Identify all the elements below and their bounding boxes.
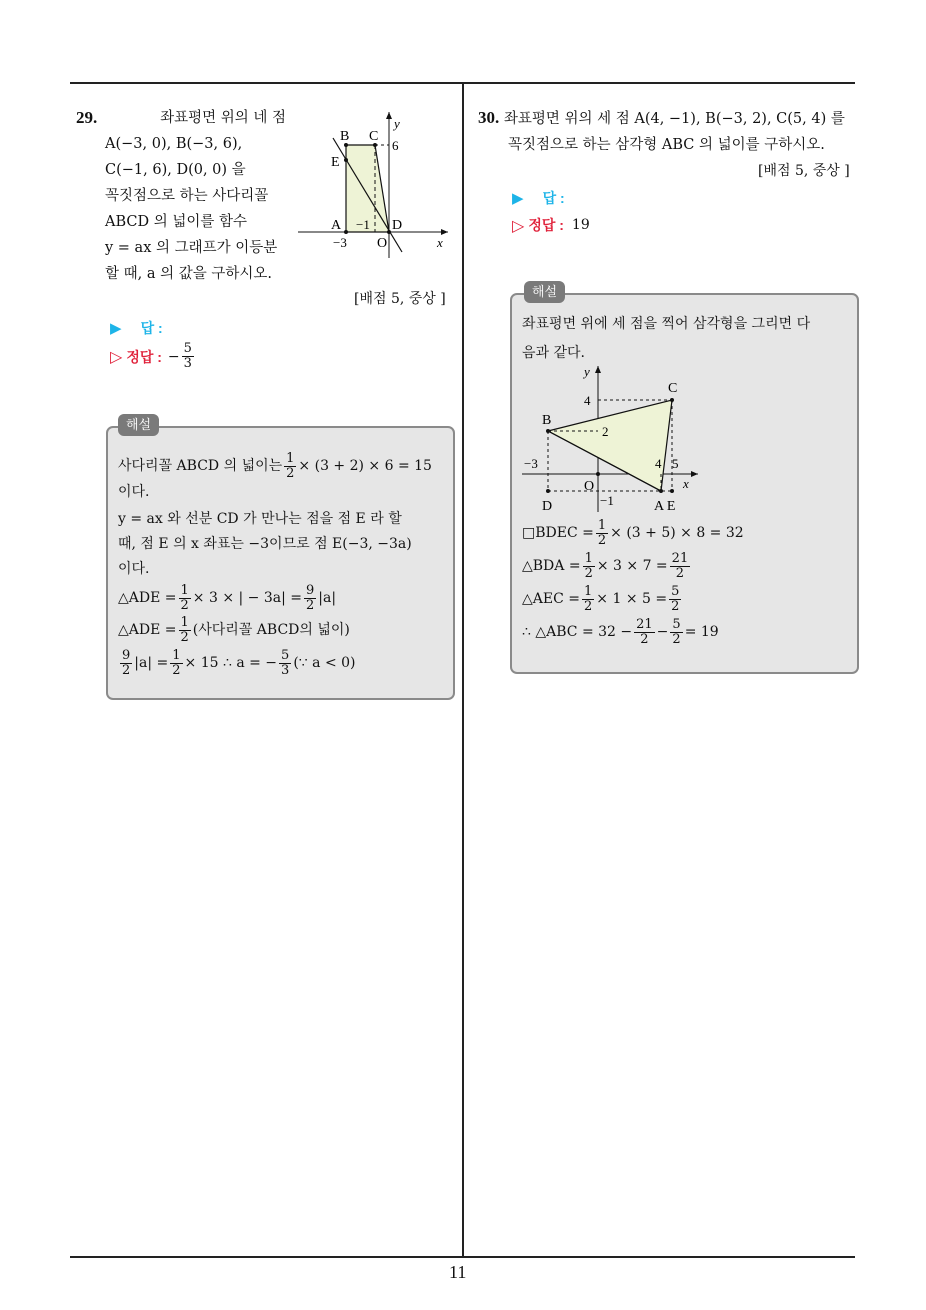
q29-question [76, 105, 286, 287]
outline-play-icon: ▷ [512, 215, 525, 235]
q30-fig-y: y [584, 364, 590, 379]
q29-line-0: 좌표평면 위의 네 점 [160, 110, 286, 126]
q30-answer-label: 답 : [542, 190, 565, 206]
outline-play-icon: ▷ [110, 347, 123, 366]
q29-line-3: 꼭짓점으로 하는 사다리꼴 [105, 188, 269, 204]
bottom-rule [70, 1256, 855, 1258]
q29-solution-tag: 해설 [118, 414, 159, 436]
q30-correct-row [512, 215, 590, 235]
q29-correct-row: ▷ 정답 : − $\frac{5}{3}$ [110, 341, 192, 371]
q30-solution: □BDEC = $\frac{1}{2}$ × (3 + 5) × 8 = 32 △BDA = $\frac{1}{2}$ × 3 × 7 = $\frac{21}{2}$ △AEC = $\frac{1}{2}$ × 1 × 5 = $\frac{5}{2}$ ∴ △ABC = 32 − $\frac{21}{2}$ − $\frac{5}{2}$ = 19 [522, 517, 744, 647]
q29-correct-label: 정답 : [126, 348, 162, 365]
q29-line-1: A(−3, 0), B(−3, 6), [105, 136, 243, 152]
q30-correct-value: 19 [571, 217, 590, 233]
q30-number: 30. [478, 108, 500, 127]
q30-fig-AE: A E [654, 499, 676, 514]
q29-fig-D: D [392, 218, 403, 233]
q30-figure [518, 360, 708, 520]
q30-score: [배점 5, 중상 ] [758, 163, 850, 179]
q30-answer-row [512, 188, 565, 208]
play-icon: ▶ [512, 189, 524, 207]
q30-fig-4x: 4 [655, 456, 662, 471]
q30-solution-tag: 해설 [524, 281, 565, 303]
q29-number: 29. [76, 108, 98, 127]
q29-fig-neg3: −3 [333, 235, 347, 250]
q29-fig-6: 6 [392, 138, 399, 153]
q29-line-4: ABCD 의 넓이를 함수 [105, 214, 247, 230]
q29-solution: 사다리꼴 ABCD 의 넓이는 $\frac{1}{2}$ × (3 + 2) × 6 = 15 이다. y = ax 와 선분 CD 가 만나는 점을 점 E 라 할 때, 점 E 의 x 좌표는 −3이므로 점 E(−3, −3a) 이다. △ADE = $\frac{1}{2}$ × 3 × | − 3a| = $\frac{9}{2}$ |a| △ADE = $\frac{1}{2}$ (사다리꼴 ABCD의 넓이) $\frac{9}{2}$ |a| = $\frac{1}{2}$ × 15 ∴ a = − $\frac{5}{3}$ (∵ a < 0) [118, 450, 432, 678]
q30-question [478, 105, 858, 158]
q30-fig-neg3: −3 [524, 456, 538, 471]
q29-fig-x: x [437, 235, 443, 250]
q30-fig-4: 4 [584, 393, 591, 408]
q30-fig-neg1: −1 [600, 493, 614, 508]
q29-answer-row [110, 318, 163, 338]
q30-fig-B: B [542, 413, 552, 428]
page-number: 11 [449, 1262, 467, 1282]
q30-solution-intro: 좌표평면 위에 세 점을 찍어 삼각형을 그리면 다 음과 같다. [522, 316, 811, 361]
q29-line-2: C(−1, 6), D(0, 0) 을 [105, 162, 246, 178]
q29-answer-label: 답 : [140, 320, 163, 336]
q29-fig-C: C [369, 129, 379, 144]
q30-fig-C: C [668, 381, 678, 396]
q30-line-1: 꼭짓점으로 하는 삼각형 ABC 의 넓이를 구하시오. [508, 137, 825, 153]
q30-fig-2: 2 [602, 424, 609, 439]
q30-fig-x: x [683, 476, 689, 491]
q30-fig-O: O [584, 479, 595, 494]
q29-figure [298, 108, 458, 260]
q29-fig-A: A [331, 218, 342, 233]
q30-correct-label: 정답 : [528, 217, 564, 233]
q29-fig-y: y [394, 116, 400, 131]
play-icon: ▶ [110, 319, 122, 337]
column-divider [462, 82, 464, 1257]
q30-fig-D: D [542, 499, 553, 514]
q30-line-0: 좌표평면 위의 세 점 A(4, −1), B(−3, 2), C(5, 4) 를 [503, 111, 845, 127]
q29-fig-neg1: −1 [356, 217, 370, 232]
q29-line-5: y = ax 의 그래프가 이등분 [105, 240, 278, 256]
q30-fig-5x: 5 [672, 456, 679, 471]
q29-score: [배점 5, 중상 ] [354, 291, 446, 307]
q29-correct-value: $\frac{5}{3}$ [183, 341, 192, 371]
q29-fig-E: E [331, 155, 340, 170]
q29-line-6: 할 때, a 의 값을 구하시오. [105, 266, 272, 282]
q29-fig-O: O [377, 236, 388, 251]
q29-fig-B: B [340, 129, 350, 144]
